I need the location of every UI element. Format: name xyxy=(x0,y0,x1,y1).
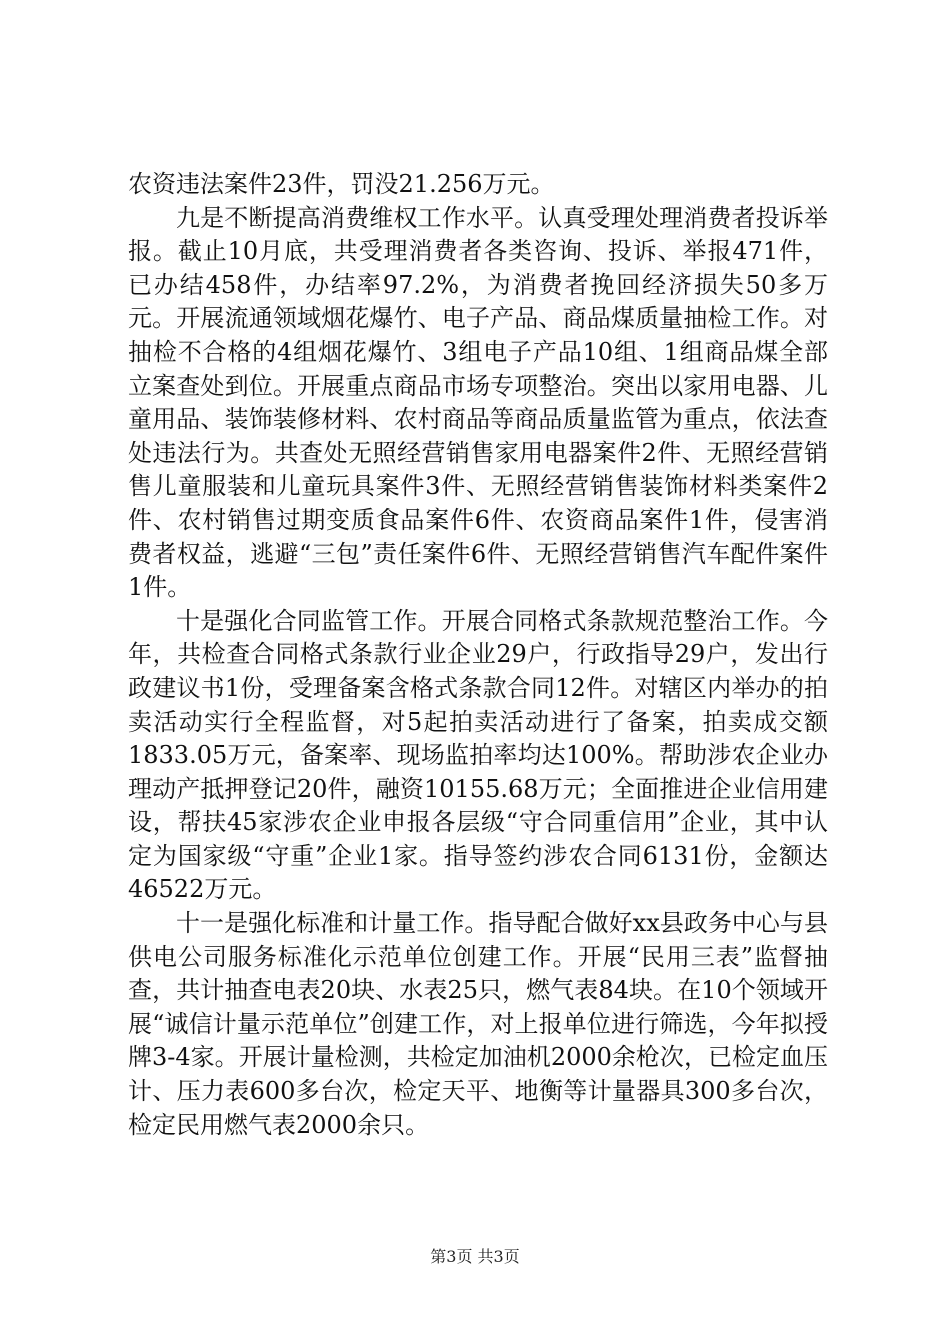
page-number-footer: 第3页 共3页 xyxy=(430,1247,520,1266)
paragraph-continuation: 农资违法案件23件，罚没21.256万元。 xyxy=(128,170,555,198)
paragraph-standards-metrology: 十一是强化标准和计量工作。指导配合做好xx县政务中心与县供电公司服务标准化示范单位创建工作。开展“民用三表”监督抽查，共计抽查电表20块、水表25只，燃气表84块。在10个领域开展“诚信计量示范单位”创建工作，对上报单位进行筛选，今年拟授牌3-4家。开展计量检测，共检定加油机2000余枪次，已检定血压计、压力表600多台次，检定天平、地衡等计量器具300多台次，检定民用燃气表2000余只。 xyxy=(128,909,828,1139)
paragraph-contract-supervision: 十是强化合同监管工作。开展合同格式条款规范整治工作。今年，共检查合同格式条款行业企业29户，行政指导29户，发出行政建议书1份，受理备案含格式条款合同12件。对辖区内举办的拍卖活动实行全程监督，对5起拍卖活动进行了备案，拍卖成交额1833.05万元，备案率、现场监拍率均达100%。帮助涉农企业办理动产抵押登记20件，融资10155.68万元；全面推进企业信用建设，帮扶45家涉农企业申报各层级“守合同重信用”企业，其中认定为国家级“守重”企业1家。指导签约涉农合同6131份，金额达46522万元。 xyxy=(128,606,828,904)
document-body xyxy=(128,168,828,1142)
paragraph-consumer-rights: 九是不断提高消费维权工作水平。认真受理处理消费者投诉举报。截止10月底，共受理消费者各类咨询、投诉、举报471件，已办结458件，办结率97.2%，为消费者挽回经济损失50多万元。开展流通领域烟花爆竹、电子产品、商品煤质量抽检工作。对抽检不合格的4组烟花爆竹、3组电子产品10组、1组商品煤全部立案查处到位。开展重点商品市场专项整治。突出以家用电器、儿童用品、装饰装修材料、农村商品等商品质量监管为重点，依法查处违法行为。共查处无照经营销售家用电器案件2件、无照经营销售儿童服装和儿童玩具案件3件、无照经营销售装饰材料类案件2件、农村销售过期变质食品案件6件、农资商品案件1件，侵害消费者权益，逃避“三包”责任案件6件、无照经营销售汽车配件案件1件。 xyxy=(128,203,828,602)
